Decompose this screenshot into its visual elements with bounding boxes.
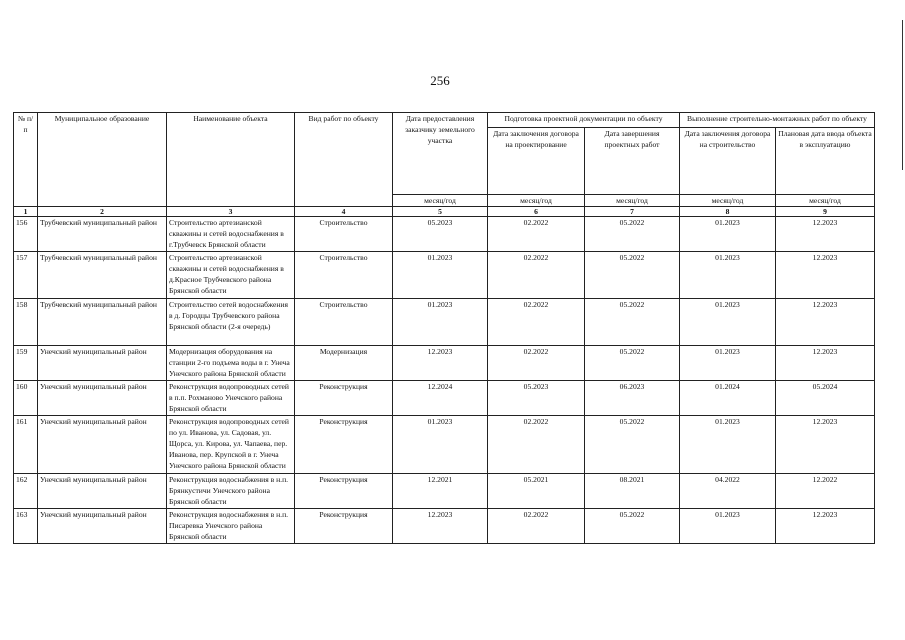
column-number: 6	[488, 207, 585, 217]
commission-date-cell: 12.2023	[776, 252, 875, 299]
construction-contract-cell: 01.2023	[680, 346, 776, 381]
object-cell: Реконструкция водоснабжения в н.п. Брянкустичи Унечского района Брянской области	[167, 474, 295, 509]
row-number: 158	[14, 299, 38, 346]
design-complete-cell: 06.2023	[585, 381, 680, 416]
land-date-cell: 12.2021	[393, 474, 488, 509]
construction-contract-cell: 01.2023	[680, 509, 776, 544]
column-number-row	[14, 207, 875, 217]
table-row	[14, 474, 875, 509]
header-work-type: Вид работ по объекту	[295, 113, 393, 207]
design-contract-cell: 02.2022	[488, 509, 585, 544]
object-cell: Строительство артезианской скважины и сетей водоснабжения в г.Трубчевск Брянской области	[167, 217, 295, 252]
land-date-cell: 12.2023	[393, 346, 488, 381]
header-num: № п/п	[14, 113, 38, 207]
commission-date-cell: 05.2024	[776, 381, 875, 416]
design-complete-cell: 08.2021	[585, 474, 680, 509]
object-cell: Строительство сетей водоснабжения в д. Городцы Трубчевского района Брянской области (2-я очередь)	[167, 299, 295, 346]
header-design-group: Подготовка проектной документации по объекту	[488, 113, 680, 128]
column-number: 3	[167, 207, 295, 217]
table-row	[14, 509, 875, 544]
design-contract-cell: 02.2022	[488, 299, 585, 346]
table-row	[14, 217, 875, 252]
scan-edge-line	[902, 20, 903, 170]
column-number: 5	[393, 207, 488, 217]
construction-contract-cell: 01.2023	[680, 217, 776, 252]
unit-land-date: месяц/год	[393, 195, 488, 207]
unit-construction-contract: месяц/год	[680, 195, 776, 207]
row-number: 161	[14, 416, 38, 474]
design-complete-cell: 05.2022	[585, 346, 680, 381]
object-cell: Реконструкция водопроводных сетей в п.п. Рохманово Унечского района Брянской области	[167, 381, 295, 416]
construction-contract-cell: 01.2024	[680, 381, 776, 416]
column-number: 2	[38, 207, 167, 217]
work-type-cell: Реконструкция	[295, 509, 393, 544]
design-contract-cell: 02.2022	[488, 416, 585, 474]
row-number: 159	[14, 346, 38, 381]
construction-contract-cell: 04.2022	[680, 474, 776, 509]
table-row	[14, 416, 875, 474]
column-number: 1	[14, 207, 38, 217]
land-date-cell: 01.2023	[393, 299, 488, 346]
design-contract-cell: 05.2021	[488, 474, 585, 509]
commission-date-cell: 12.2022	[776, 474, 875, 509]
commission-date-cell: 12.2023	[776, 416, 875, 474]
design-complete-cell: 05.2022	[585, 299, 680, 346]
header-construction-contract: Дата заключения договора на строительство	[680, 128, 776, 195]
municipality-cell: Унечский муниципальный район	[38, 346, 167, 381]
object-cell: Реконструкция водопроводных сетей по ул. Иванова, ул. Садовая, ул. Щорса, ул. Кирова, ул. Чапаева, пер. Иванова, пер. Крупской в г. Унеча Унечского района Брянской области	[167, 416, 295, 474]
design-contract-cell: 02.2022	[488, 252, 585, 299]
unit-design-contract: месяц/год	[488, 195, 585, 207]
header-municipality: Муниципальное образование	[38, 113, 167, 207]
design-complete-cell: 05.2022	[585, 252, 680, 299]
municipality-cell: Трубчевский муниципальный район	[38, 299, 167, 346]
table-row	[14, 299, 875, 346]
table-row	[14, 252, 875, 299]
header-design-contract: Дата заключения договора на проектирование	[488, 128, 585, 195]
work-type-cell: Реконструкция	[295, 474, 393, 509]
row-number: 157	[14, 252, 38, 299]
municipality-cell: Унечский муниципальный район	[38, 474, 167, 509]
design-contract-cell: 02.2022	[488, 346, 585, 381]
land-date-cell: 12.2024	[393, 381, 488, 416]
commission-date-cell: 12.2023	[776, 509, 875, 544]
work-type-cell: Реконструкция	[295, 381, 393, 416]
header-object: Наименование объекта	[167, 113, 295, 207]
object-cell: Реконструкция водоснабжения в н.п. Писаревка Унечского района Брянской области	[167, 509, 295, 544]
design-complete-cell: 05.2022	[585, 217, 680, 252]
row-number: 160	[14, 381, 38, 416]
work-type-cell: Реконструкция	[295, 416, 393, 474]
work-type-cell: Строительство	[295, 217, 393, 252]
header-construction-group: Выполнение строительно-монтажных работ по объекту	[680, 113, 875, 128]
commission-date-cell: 12.2023	[776, 299, 875, 346]
column-number: 8	[680, 207, 776, 217]
design-complete-cell: 05.2022	[585, 416, 680, 474]
work-type-cell: Строительство	[295, 299, 393, 346]
commission-date-cell: 12.2023	[776, 346, 875, 381]
land-date-cell: 01.2023	[393, 416, 488, 474]
object-cell: Строительство артезианской скважины и сетей водоснабжения в д.Красное Трубчевского района Брянской области	[167, 252, 295, 299]
table-row	[14, 381, 875, 416]
data-table	[13, 112, 875, 544]
municipality-cell: Трубчевский муниципальный район	[38, 217, 167, 252]
column-number: 4	[295, 207, 393, 217]
construction-contract-cell: 01.2023	[680, 416, 776, 474]
header-land-date: Дата предоставления заказчику земельного участка	[393, 113, 488, 195]
municipality-cell: Трубчевский муниципальный район	[38, 252, 167, 299]
row-number: 162	[14, 474, 38, 509]
municipality-cell: Унечский муниципальный район	[38, 416, 167, 474]
commission-date-cell: 12.2023	[776, 217, 875, 252]
table-row	[14, 346, 875, 381]
design-complete-cell: 05.2022	[585, 509, 680, 544]
unit-design-complete: месяц/год	[585, 195, 680, 207]
design-contract-cell: 05.2023	[488, 381, 585, 416]
design-contract-cell: 02.2022	[488, 217, 585, 252]
header-design-complete: Дата завершения проектных работ	[585, 128, 680, 195]
row-number: 163	[14, 509, 38, 544]
column-number: 9	[776, 207, 875, 217]
work-type-cell: Строительство	[295, 252, 393, 299]
row-number: 156	[14, 217, 38, 252]
header-commission-date: Плановая дата ввода объекта в эксплуатацию	[776, 128, 875, 195]
construction-contract-cell: 01.2023	[680, 299, 776, 346]
land-date-cell: 05.2023	[393, 217, 488, 252]
construction-contract-cell: 01.2023	[680, 252, 776, 299]
object-cell: Модернизация оборудования на станции 2-го подъема воды в г. Унеча Унечского района Брянской области	[167, 346, 295, 381]
land-date-cell: 01.2023	[393, 252, 488, 299]
work-type-cell: Модернизация	[295, 346, 393, 381]
column-number: 7	[585, 207, 680, 217]
municipality-cell: Унечский муниципальный район	[38, 509, 167, 544]
municipality-cell: Унечский муниципальный район	[38, 381, 167, 416]
unit-commission-date: месяц/год	[776, 195, 875, 207]
land-date-cell: 12.2023	[393, 509, 488, 544]
page-number: 256	[430, 73, 450, 88]
